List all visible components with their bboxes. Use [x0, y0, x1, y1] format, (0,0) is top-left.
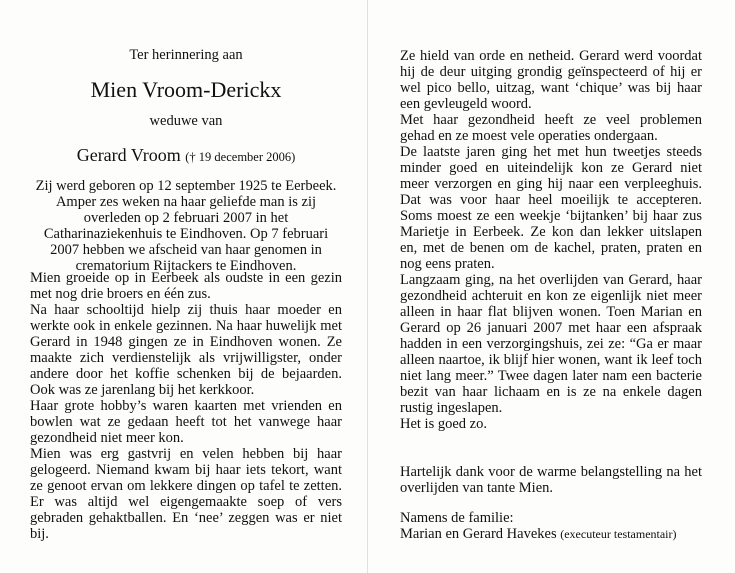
right-paragraph: De laatste jaren ging het met hun tweetjes steeds minder goed en uiteindelijk kon ze Gerard niet meer verzorgen en ging hij naar een verpleeghuis. Dat was voor haar heel moeilijk te accepteren. Soms moest ze een weekje ‘bijtanken’ bij haar zus Marietje in Eerbeek. Ze kon dan lekker uitslapen en, met de benen om de kachel, praten, praten en nog eens praten. [400, 144, 702, 272]
right-body [400, 48, 702, 432]
family-label: Namens de familie: [400, 510, 514, 526]
husband-name: Gerard Vroom [76, 145, 181, 165]
left-paragraph: Na haar schooltijd hielp zij thuis haar moeder en werkte ook in enkele gezinnen. Na haar huwelijk met Gerard in 1948 gingen ze in Eindhoven wonen. Ze maakte zich verdienstelijk als vrijwilligster, onder andere door het koffie schenken bij de bejaarden. Ook was ze jarenlang bij het kerkkoor. [30, 302, 342, 398]
left-body [30, 270, 342, 542]
in-memory-text: Ter herinnering aan [129, 47, 243, 63]
family-signature [400, 510, 702, 542]
family-role: (executeur testamentair) [560, 527, 677, 541]
right-paragraph: Met haar gezondheid heeft ze veel problemen gehad en ze moest vele operaties ondergaan. [400, 112, 702, 144]
bio-text: Zij werd geboren op 12 september 1925 te Eerbeek. Amper zes weken na haar geliefde man is zij overleden op 2 februari 2007 in het Catharinaziekenhuis te Eindhoven. Op 7 februari 2007 hebben we afscheid van haar genomen in crematorium Rijtackers te Eindhoven. [35, 178, 337, 274]
left-paragraph: Mien was erg gastvrij en velen hebben bij haar gelogeerd. Niemand kwam bij haar iets tekort, want ze genoot ervan om lekkere dingen op tafel te zetten. Er was altijd wel eigengemaakte soep of vers gebraden gehaktballen. En ‘nee’ zeggen was er niet bij. [30, 446, 342, 542]
thanks-text: Hartelijk dank voor de warme belangstelling na het overlijden van tante Mien. [400, 464, 702, 496]
family-names: Marian en Gerard Havekes [400, 526, 557, 542]
card-header [30, 46, 342, 274]
family-names-line [400, 526, 702, 542]
husband-line [30, 144, 342, 168]
right-paragraph: Ze hield van orde en netheid. Gerard werd voordat hij de deur uitging grondig geïnspecteerd of hij er wel pico bello, uitzag, want ‘chique’ was bij haar een gevleugeld woord. [400, 48, 702, 112]
deceased-name: Mien Vroom-Derickx [90, 77, 282, 102]
widow-of-text: weduwe van [149, 113, 223, 129]
right-paragraph: Langzaam ging, na het overlijden van Gerard, haar gezondheid achteruit en kon ze eigenlijk niet meer alleen in haar flat blijven wonen. Toen Marian en Gerard op 26 januari 2007 met haar een afspraak hadden in een verzorgingshuis, zei ze: “Ga er maar alleen naartoe, ik blijf hier wonen, want ik leef toch niet lang meer.” Twee dagen later nam een bacterie bezit van haar lichaam en is ze na enkele dagen rustig ingeslapen. [400, 272, 702, 416]
right-paragraph: Het is goed zo. [400, 416, 487, 432]
left-paragraph: Haar grote hobby’s waren kaarten met vrienden en bowlen wat ze gedaan heeft tot het vanwege haar gezondheid niet meer kon. [30, 398, 342, 446]
left-paragraph: Mien groeide op in Eerbeek als oudste in een gezin met nog drie broers en één zus. [30, 270, 342, 302]
husband-death-date: († 19 december 2006) [185, 150, 296, 164]
card-fold-line [367, 0, 368, 573]
